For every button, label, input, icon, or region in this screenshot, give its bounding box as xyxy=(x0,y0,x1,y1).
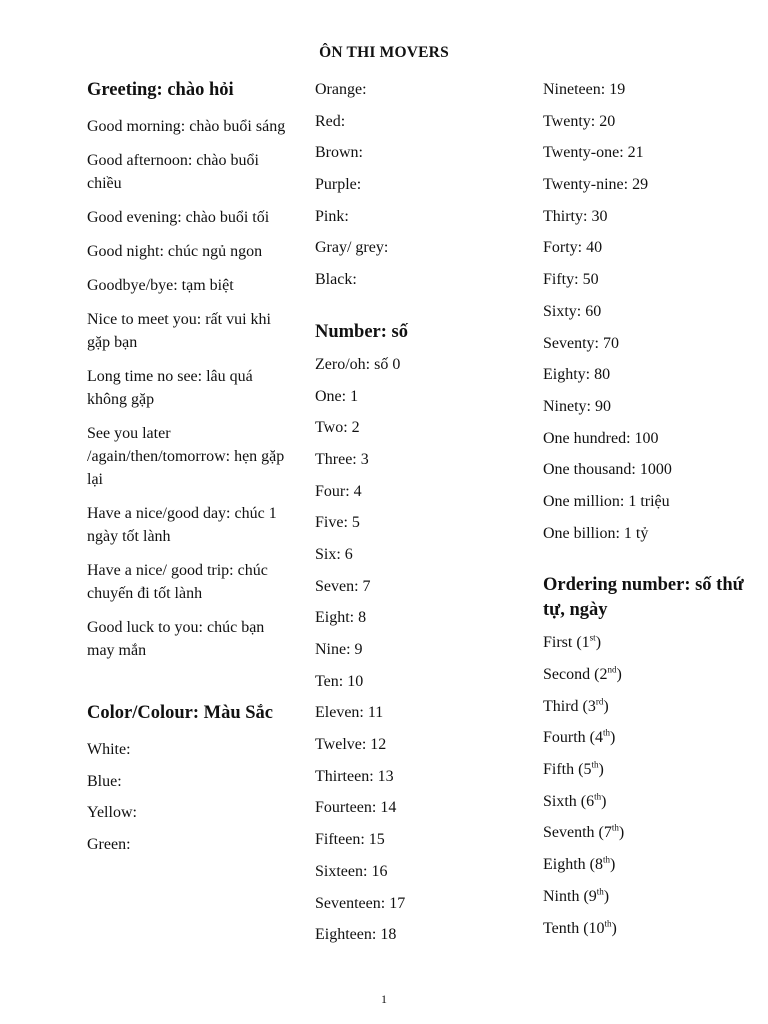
list-item: Good night: chúc ngủ ngon xyxy=(87,243,263,260)
ordinal-item: Second (2nd) xyxy=(543,664,622,683)
ordinal-number: 1 xyxy=(581,634,590,652)
ordinal-number: 8 xyxy=(595,856,603,874)
ordinal-item: Sixth (6th) xyxy=(543,791,607,810)
list-item: Eighteen: 18 xyxy=(315,926,397,944)
ordinal-item: Tenth (10th) xyxy=(543,918,617,937)
list-item: Forty: 40 xyxy=(543,239,603,257)
list-item: Fifteen: 15 xyxy=(315,831,385,849)
ordinal-suffix: th xyxy=(611,823,619,834)
list-item: Twelve: 12 xyxy=(315,736,387,754)
ordinal-word: Sixth xyxy=(543,792,577,810)
ordinal-number: 2 xyxy=(599,666,608,683)
ordinal-word: Eighth xyxy=(543,856,586,874)
list-item: Sixty: 60 xyxy=(543,302,602,320)
ordinal-item: Fourth (4th) xyxy=(543,728,616,747)
list-item: Eight: 8 xyxy=(315,609,367,627)
ordinal-item: First (1st) xyxy=(543,632,602,652)
list-item: Zero/oh: số 0 xyxy=(315,355,401,373)
list-item: Red: xyxy=(315,112,346,130)
ordinal-suffix: th xyxy=(594,791,602,802)
ordinal-suffix: th xyxy=(603,728,611,739)
ordinal-number: 9 xyxy=(588,887,597,905)
ordinal-word: Third xyxy=(543,697,579,715)
list-item: One: 1 xyxy=(315,387,359,405)
list-item: Pink: xyxy=(315,207,349,225)
ordinal-word: Fifth xyxy=(543,761,575,779)
list-item: One thousand: 1000 xyxy=(543,461,672,479)
color-list xyxy=(87,738,287,865)
list-item: Have a nice/good day: chúc 1 ngày tốt lành xyxy=(87,505,277,545)
list-item: Brown: xyxy=(315,144,363,162)
ordinal-number: 3 xyxy=(587,697,596,715)
ordinal-suffix: th xyxy=(596,886,604,897)
list-item: Twenty: 20 xyxy=(543,112,616,130)
list-item: Good luck to you: chúc bạn may mắn xyxy=(87,619,265,659)
list-item: Three: 3 xyxy=(315,450,369,468)
spacer xyxy=(315,300,525,320)
list-item: Thirteen: 13 xyxy=(315,767,394,785)
ordinal-number: 4 xyxy=(595,729,603,747)
ordinal-number: 6 xyxy=(586,792,595,810)
list-item: Thirty: 30 xyxy=(543,207,608,225)
list-item: Blue: xyxy=(87,772,122,790)
ordinal-list xyxy=(543,631,753,948)
ordinal-suffix: th xyxy=(604,918,612,929)
list-item: See you later /again/then/tomorrow: hẹn gặp lại xyxy=(87,425,285,488)
list-item: White: xyxy=(87,741,131,758)
list-item: Twenty-one: 21 xyxy=(543,144,644,162)
greeting-heading: Greeting: chào hỏi xyxy=(87,80,234,100)
list-item: Good evening: chào buổi tối xyxy=(87,209,270,226)
spacer xyxy=(87,673,287,701)
list-item: Yellow: xyxy=(87,804,137,822)
list-item: One hundred: 100 xyxy=(543,429,659,447)
spacer xyxy=(543,553,753,573)
ordinal-number: 10 xyxy=(588,919,605,937)
list-item: Twenty-nine: 29 xyxy=(543,176,649,194)
list-item: Have a nice/ good trip: chúc chuyến đi tốt lành xyxy=(87,562,268,602)
column-numbers-ordinals xyxy=(543,78,753,948)
ordinal-word: First xyxy=(543,634,573,652)
ordinal-word: Seventh xyxy=(543,824,595,842)
number-heading: Number: số xyxy=(315,321,409,342)
column-colors-numbers xyxy=(315,78,525,955)
list-item: Nice to meet you: rất vui khi gặp bạn xyxy=(87,311,271,351)
color-list-continued xyxy=(315,78,525,300)
ordinal-word: Tenth xyxy=(543,919,580,937)
list-item: Fourteen: 14 xyxy=(315,799,397,817)
list-item: Six: 6 xyxy=(315,545,353,563)
list-item: Seventeen: 17 xyxy=(315,894,406,912)
list-item: Nineteen: 19 xyxy=(543,81,626,98)
list-item: Long time no see: lâu quá không gặp xyxy=(87,368,253,408)
list-item: Two: 2 xyxy=(315,419,360,437)
list-item: Good morning: chào buổi sáng xyxy=(87,118,286,135)
page-number: 1 xyxy=(381,992,387,1006)
ordinal-item: Seventh (7th) xyxy=(543,823,625,842)
list-item: Four: 4 xyxy=(315,482,362,500)
list-item: Ninety: 90 xyxy=(543,397,611,415)
list-item: Nine: 9 xyxy=(315,641,363,658)
list-item: Purple: xyxy=(315,176,362,194)
list-item: Fifty: 50 xyxy=(543,271,599,289)
list-item: One billion: 1 tỷ xyxy=(543,524,649,542)
ordinal-suffix: rd xyxy=(595,696,604,707)
number-list-continued xyxy=(543,78,753,553)
list-item: Good afternoon: chào buổi chiều xyxy=(87,152,259,192)
ordinal-item: Third (3rd) xyxy=(543,696,609,715)
ordinal-item: Eighth (8th) xyxy=(543,854,616,874)
ordering-number-heading: Ordering number: số thứ tự, ngày xyxy=(543,575,744,621)
greeting-list xyxy=(87,115,287,662)
list-item: Five: 5 xyxy=(315,514,360,532)
list-item: Seven: 7 xyxy=(315,577,371,595)
ordinal-word: Second xyxy=(543,666,591,683)
list-item: Orange: xyxy=(315,81,367,98)
ordinal-suffix: th xyxy=(591,759,599,770)
ordinal-suffix: th xyxy=(603,854,611,865)
list-item: Seventy: 70 xyxy=(543,334,619,352)
list-item: Black: xyxy=(315,271,357,289)
ordinal-suffix: st xyxy=(589,632,596,643)
list-item: Ten: 10 xyxy=(315,672,364,690)
list-item: Sixteen: 16 xyxy=(315,862,388,880)
ordinal-number: 7 xyxy=(603,824,612,842)
list-item: Green: xyxy=(87,836,131,854)
list-item: One million: 1 triệu xyxy=(543,492,670,510)
page-title: ÔN THI MOVERS xyxy=(319,44,449,61)
ordinal-item: Ninth (9th) xyxy=(543,886,610,905)
list-item: Goodbye/bye: tạm biệt xyxy=(87,277,234,294)
number-list xyxy=(315,353,525,955)
list-item: Eleven: 11 xyxy=(315,704,384,722)
list-item: Gray/ grey: xyxy=(315,239,389,257)
column-greetings-colors xyxy=(87,78,287,865)
color-heading: Color/Colour: Màu Sắc xyxy=(87,703,274,723)
ordinal-item: Fifth (5th) xyxy=(543,759,604,779)
ordinal-word: Fourth xyxy=(543,729,586,747)
ordinal-number: 5 xyxy=(583,761,592,779)
list-item: Eighty: 80 xyxy=(543,366,611,384)
ordinal-suffix: nd xyxy=(607,664,617,675)
ordinal-word: Ninth xyxy=(543,887,580,905)
